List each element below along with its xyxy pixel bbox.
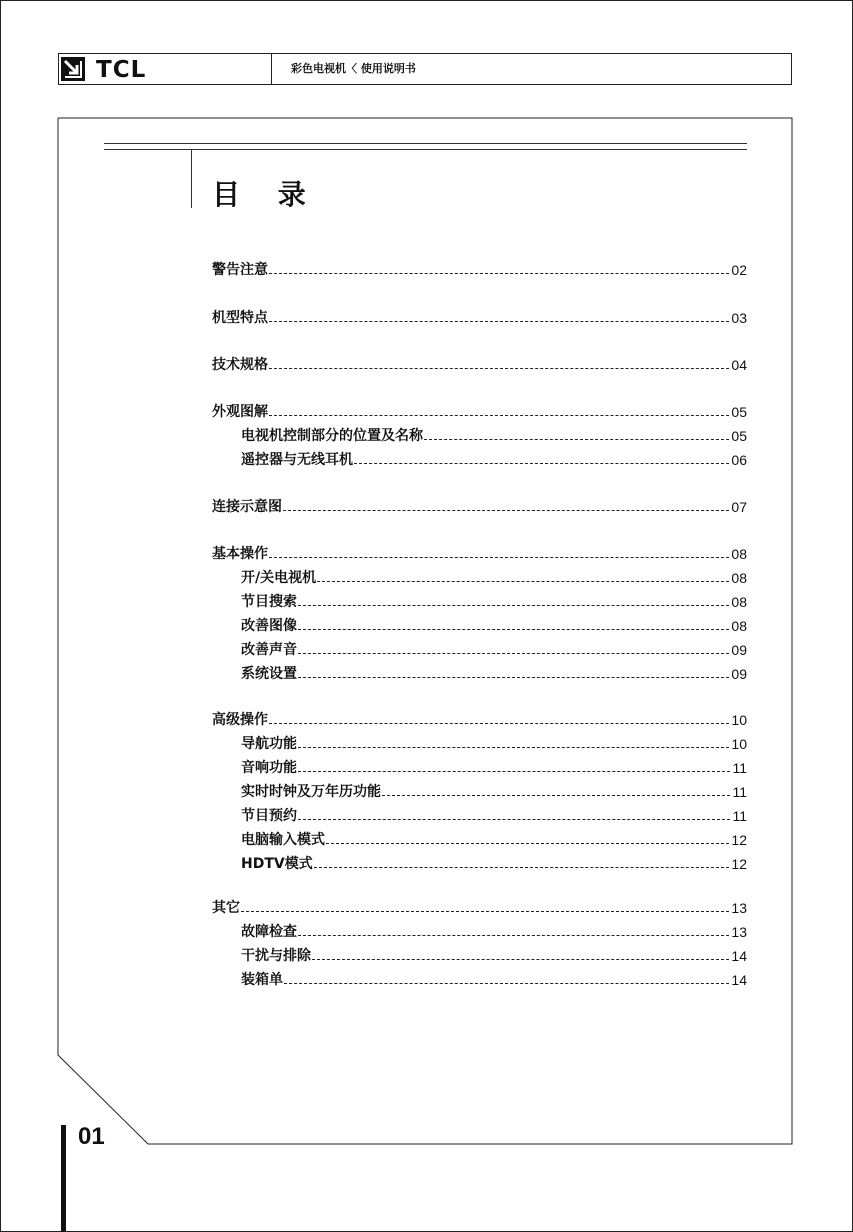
title-vertical-rule <box>191 150 192 208</box>
toc-entry <box>241 921 747 941</box>
toc-entry-page: 05 <box>731 428 747 444</box>
toc-entry <box>241 591 747 611</box>
toc-leader <box>298 934 729 936</box>
toc-entry <box>212 897 747 917</box>
toc-entry-page: 10 <box>731 736 747 752</box>
toc-entry-page: 06 <box>731 452 747 468</box>
toc-entry-page: 12 <box>731 832 747 848</box>
toc-entry <box>241 757 747 777</box>
toc-entry <box>212 259 747 279</box>
toc-leader <box>298 676 729 678</box>
toc-entry <box>212 307 747 327</box>
toc-entry-label: 技术规格 <box>212 357 268 373</box>
toc-entry-label: 干扰与排除 <box>241 948 311 964</box>
toc-entry-label: 机型特点 <box>212 310 268 326</box>
brand-name: TCL <box>96 57 147 83</box>
toc-entry <box>241 853 747 873</box>
toc-entry-label: 故障检查 <box>241 924 297 940</box>
toc-leader <box>314 866 730 868</box>
toc-entry-label: 装箱单 <box>241 972 283 988</box>
toc-leader <box>298 770 730 772</box>
toc-leader <box>354 462 729 464</box>
toc-leader <box>326 842 729 844</box>
toc-leader <box>298 628 729 630</box>
toc-entry <box>241 781 747 801</box>
toc-entry-page: 14 <box>731 948 747 964</box>
toc-entry <box>212 496 747 516</box>
toc-entry <box>241 615 747 635</box>
toc-entry-label: 基本操作 <box>212 546 268 562</box>
toc-entry <box>212 354 747 374</box>
toc-entry-label: 系统设置 <box>241 666 297 682</box>
toc-leader <box>269 367 729 369</box>
toc-entry-page: 10 <box>731 712 747 728</box>
toc-entry <box>241 805 747 825</box>
toc-entry-label: 改善图像 <box>241 618 297 634</box>
toc-entry <box>212 543 747 563</box>
toc-entry <box>241 425 747 445</box>
toc-entry-page: 12 <box>731 856 747 872</box>
toc-entry <box>241 449 747 469</box>
toc-entry <box>241 829 747 849</box>
toc-entry-label: 改善声音 <box>241 642 297 658</box>
toc-entry-page: 04 <box>731 357 747 373</box>
toc-entry <box>241 663 747 683</box>
toc-leader <box>298 746 729 748</box>
toc-entry <box>212 401 747 421</box>
toc-leader <box>298 604 729 606</box>
toc-entry-page: 05 <box>731 404 747 420</box>
toc-entry-label: 实时时钟及万年历功能 <box>241 784 381 800</box>
toc-entry-label: 音响功能 <box>241 760 297 776</box>
toc-entry <box>241 945 747 965</box>
toc-entry-page: 13 <box>731 924 747 940</box>
toc-entry-page: 02 <box>731 262 747 278</box>
toc-entry-page: 11 <box>732 760 747 776</box>
top-rule-secondary <box>104 149 747 150</box>
toc-entry-page: 08 <box>731 594 747 610</box>
toc-entry-page: 07 <box>731 499 747 515</box>
toc-entry <box>241 969 747 989</box>
toc-entry-label: 外观图解 <box>212 404 268 420</box>
toc-entry <box>212 709 747 729</box>
toc-entry-page: 11 <box>732 784 747 800</box>
toc-leader <box>269 722 729 724</box>
page-side-bar <box>61 1125 66 1232</box>
toc-entry <box>241 567 747 587</box>
toc-leader <box>269 556 729 558</box>
toc-entry-label: 高级操作 <box>212 712 268 728</box>
toc-leader <box>241 910 729 912</box>
toc-entry-page: 08 <box>731 618 747 634</box>
toc-leader <box>269 272 729 274</box>
toc-leader <box>317 580 729 582</box>
toc-entry-page: 11 <box>732 808 747 824</box>
toc-entry-page: 14 <box>731 972 747 988</box>
toc-entry-label: 节目搜索 <box>241 594 297 610</box>
toc-entry-page: 09 <box>731 642 747 658</box>
toc-entry-label: 电脑输入模式 <box>241 832 325 848</box>
toc-leader <box>298 652 729 654</box>
toc-entry-label: 警告注意 <box>212 262 268 278</box>
toc-entry-label: 遥控器与无线耳机 <box>241 452 353 468</box>
toc-leader <box>269 320 729 322</box>
toc-leader <box>382 794 730 796</box>
toc-entry-page: 08 <box>731 546 747 562</box>
top-rule <box>104 143 747 144</box>
toc-entry-label: 其它 <box>212 900 240 916</box>
toc-entry-label: HDTV模式 <box>241 856 313 872</box>
toc-leader <box>312 958 729 960</box>
toc-entry-label: 电视机控制部分的位置及名称 <box>241 428 423 444</box>
toc-leader <box>269 414 729 416</box>
toc-entry-label: 连接示意图 <box>212 499 282 515</box>
toc-entry-page: 09 <box>731 666 747 682</box>
toc-leader <box>298 818 730 820</box>
toc-entry <box>241 639 747 659</box>
manual-title: 彩色电视机〈 使用说明书 <box>291 62 416 75</box>
toc-leader <box>284 982 729 984</box>
page-number: 01 <box>78 1123 105 1150</box>
toc-entry-page: 13 <box>731 900 747 916</box>
toc-entry <box>241 733 747 753</box>
toc-leader <box>283 509 729 511</box>
toc-entry-label: 导航功能 <box>241 736 297 752</box>
toc-entry-label: 开/关电视机 <box>241 570 317 586</box>
toc-entry-page: 08 <box>731 570 747 586</box>
toc-leader <box>424 438 729 440</box>
toc-entry-page: 03 <box>731 310 747 326</box>
page-title: 目 录 <box>212 178 320 211</box>
toc-entry-label: 节目预约 <box>241 808 297 824</box>
